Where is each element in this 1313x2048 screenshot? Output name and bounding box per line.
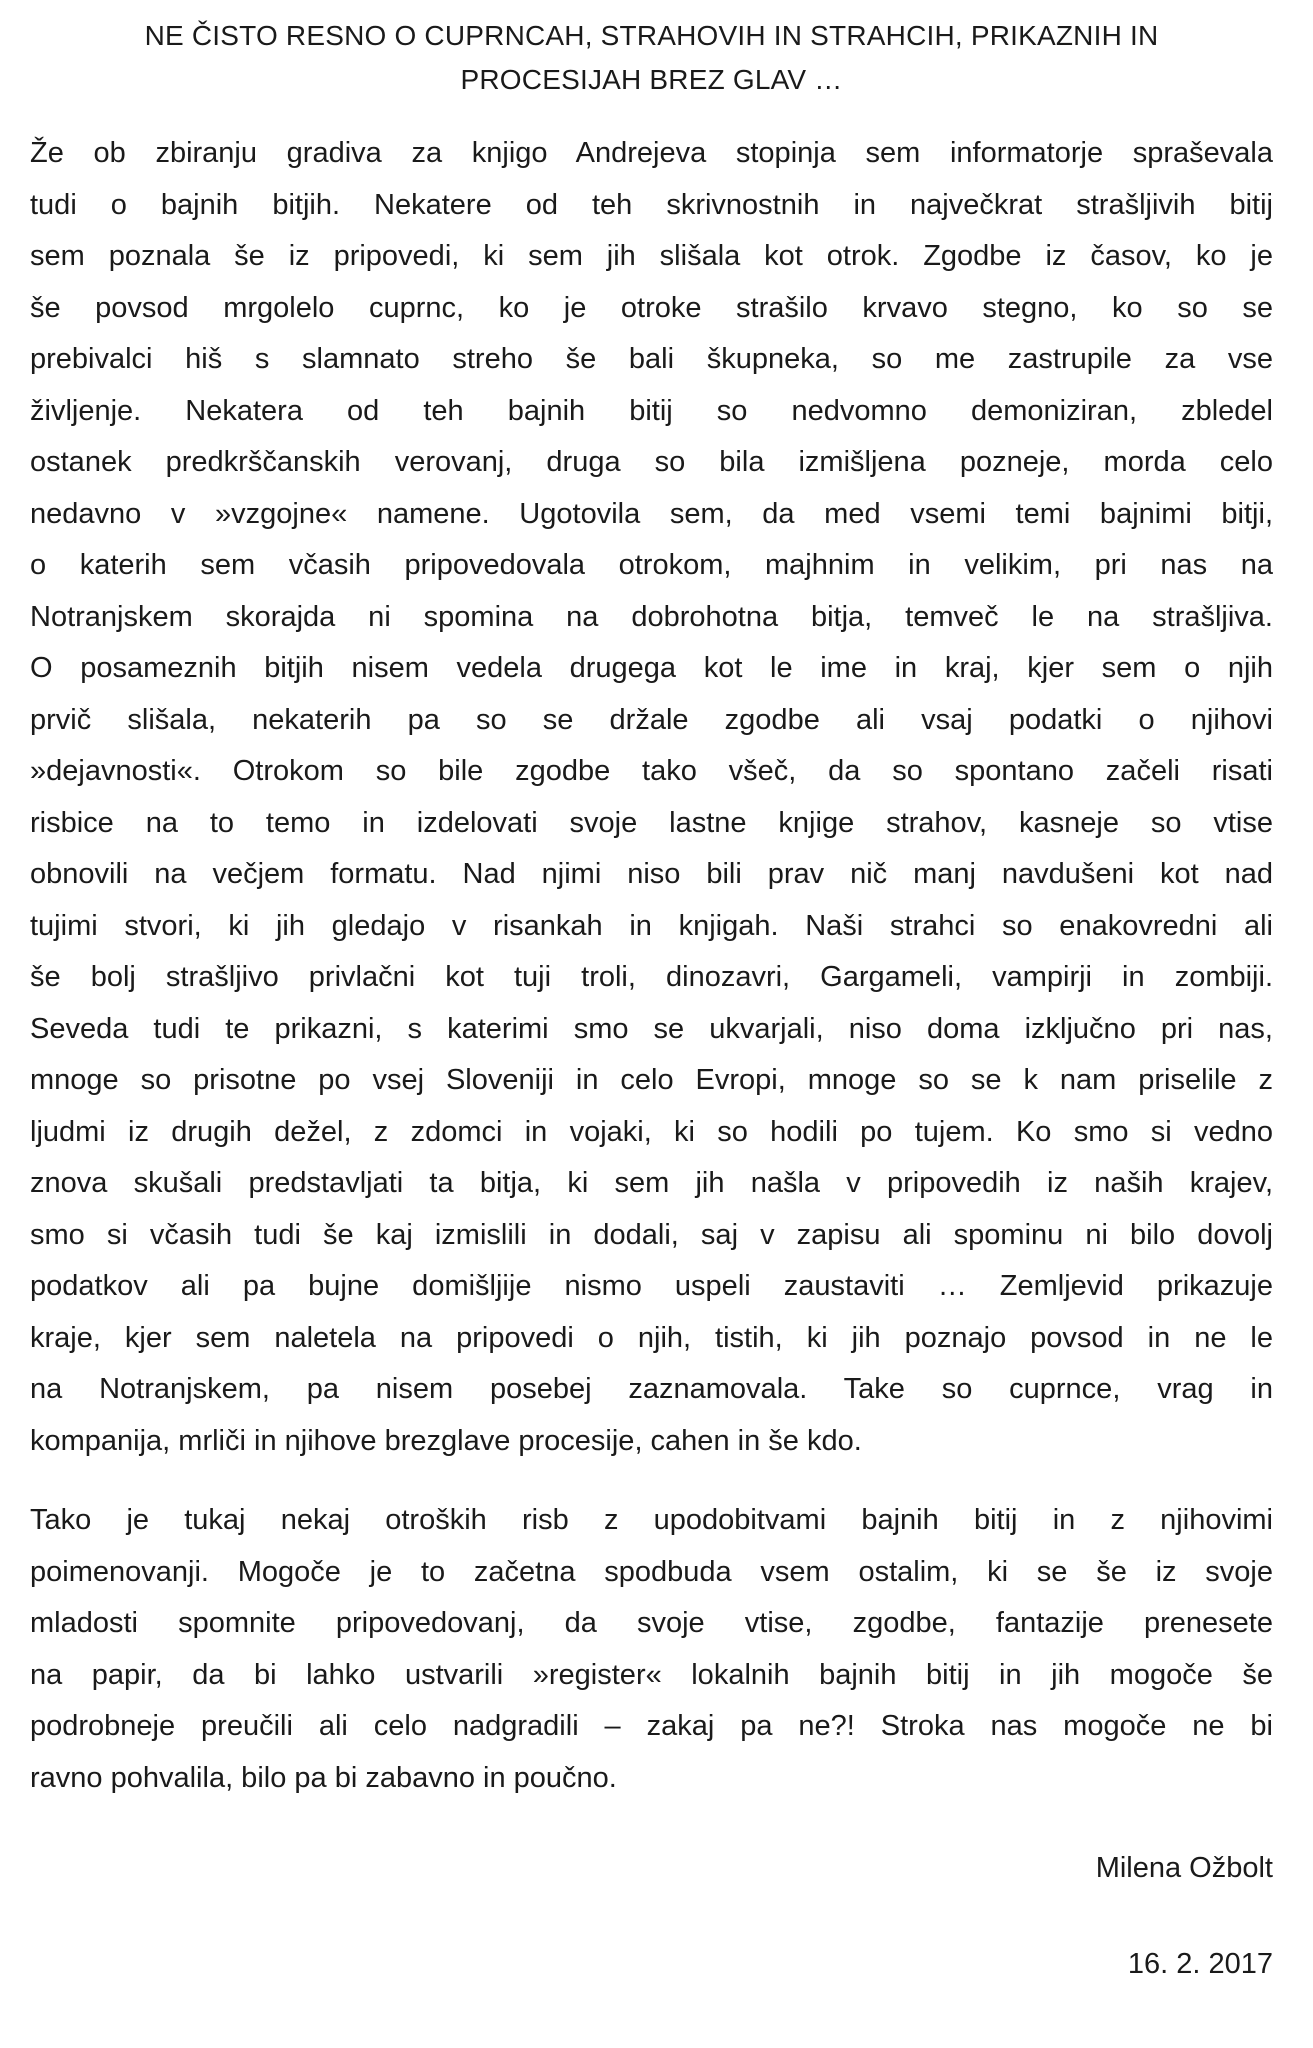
text-line: Že ob zbiranju gradiva za knjigo Andrejeva stopinja sem informatorje spraševala [30, 137, 1273, 169]
text-line: ostanek predkrščanskih verovanj, druga so bila izmišljena pozneje, morda celo [30, 446, 1273, 478]
text-line: sem poznala še iz pripovedi, ki sem jih slišala kot otrok. Zgodbe iz časov, ko je [30, 240, 1273, 272]
text-line: tujimi stvori, ki jih gledajo v risankah in knjigah. Naši strahci so enakovredni ali [30, 909, 1273, 942]
text-line: nedavno v »vzgojne« namene. Ugotovila sem, da med vsemi temi bajnimi bitji, [30, 497, 1273, 530]
text-line: tudi o bajnih bitjih. Nekatere od teh skrivnostnih in največkrat strašljivih bitij [30, 188, 1273, 221]
text-line: prebivalci hiš s slamnato streho še bali škupneka, so me zastrupile za vse [30, 343, 1273, 375]
text-line: obnovili na večjem formatu. Nad njimi niso bili prav nič manj navdušeni kot nad [30, 858, 1273, 890]
title-line: NE ČISTO RESNO O CUPRNCAH, STRAHOVIH IN STRAHCIH, PRIKAZNIH IN [144, 20, 1159, 51]
text-line: na papir, da bi lahko ustvarili »register« lokalnih bajnih bitij in jih mogoče še [30, 1658, 1273, 1691]
paragraph-1 [30, 128, 1273, 1467]
paragraph-2 [30, 1495, 1273, 1804]
text-line: smo si včasih tudi še kaj izmislili in dodali, saj v zapisu ali spominu ni bilo dovolj [30, 1218, 1273, 1251]
text-line: življenje. Nekatera od teh bajnih bitij so nedvomno demoniziran, zbledel [30, 394, 1273, 427]
title-line: PROCESIJAH BREZ GLAV … [460, 64, 843, 95]
text-line: ravno pohvalila, bilo pa bi zabavno in poučno. [30, 1761, 617, 1794]
text-line: Notranjskem skorajda ni spomina na dobrohotna bitja, temveč le na strašljiva. [30, 600, 1273, 633]
text-line: o katerih sem včasih pripovedovala otrokom, majhnim in velikim, pri nas na [30, 549, 1273, 581]
text-line: podatkov ali pa bujne domišljije nismo uspeli zaustaviti … Zemljevid prikazuje [30, 1270, 1273, 1302]
text-line: še povsod mrgolelo cuprnc, ko je otroke strašilo krvavo stegno, ko so se [30, 291, 1273, 324]
text-line: kraje, kjer sem naletela na pripovedi o njih, tistih, ki jih poznajo povsod in ne le [30, 1321, 1273, 1354]
text-line: kompanija, mrliči in njihove brezglave procesije, cahen in še kdo. [30, 1424, 862, 1457]
text-line: ljudmi iz drugih dežel, z zdomci in vojaki, ki so hodili po tujem. Ko smo si vedno [30, 1115, 1273, 1148]
text-line: še bolj strašljivo privlačni kot tuji troli, dinozavri, Gargameli, vampirji in zombiji. [30, 961, 1273, 993]
text-line: risbice na to temo in izdelovati svoje lastne knjige strahov, kasneje so vtise [30, 806, 1273, 839]
text-line: »dejavnosti«. Otrokom so bile zgodbe tako všeč, da so spontano začeli risati [30, 755, 1273, 787]
text-line: O posameznih bitjih nisem vedela drugega kot le ime in kraj, kjer sem o njih [30, 652, 1273, 684]
document-date: 16. 2. 2017 [1127, 1948, 1273, 1980]
text-line: prvič slišala, nekaterih pa so se držale zgodbe ali vsaj podatki o njihovi [30, 703, 1273, 736]
document-title [30, 14, 1273, 102]
text-line: Tako je tukaj nekaj otroških risb z upodobitvami bajnih bitij in z njihovimi [30, 1504, 1273, 1536]
text-line: mnoge so prisotne po vsej Sloveniji in celo Evropi, mnoge so se k nam priselile z [30, 1064, 1273, 1096]
text-line: Seveda tudi te prikazni, s katerimi smo se ukvarjali, niso doma izključno pri nas, [30, 1012, 1273, 1045]
text-line: na Notranjskem, pa nisem posebej zaznamovala. Take so cuprnce, vrag in [30, 1373, 1273, 1405]
text-line: znova skušali predstavljati ta bitja, ki sem jih našla v pripovedih iz naših krajev, [30, 1167, 1273, 1199]
text-line: podrobneje preučili ali celo nadgradili – zakaj pa ne?! Stroka nas mogoče ne bi [30, 1710, 1273, 1742]
author-signature: Milena Ožbolt [1095, 1852, 1273, 1884]
text-line: mladosti spomnite pripovedovanj, da svoje vtise, zgodbe, fantazije prenesete [30, 1607, 1273, 1639]
text-line: poimenovanji. Mogoče je to začetna spodbuda vsem ostalim, ki se še iz svoje [30, 1555, 1273, 1588]
